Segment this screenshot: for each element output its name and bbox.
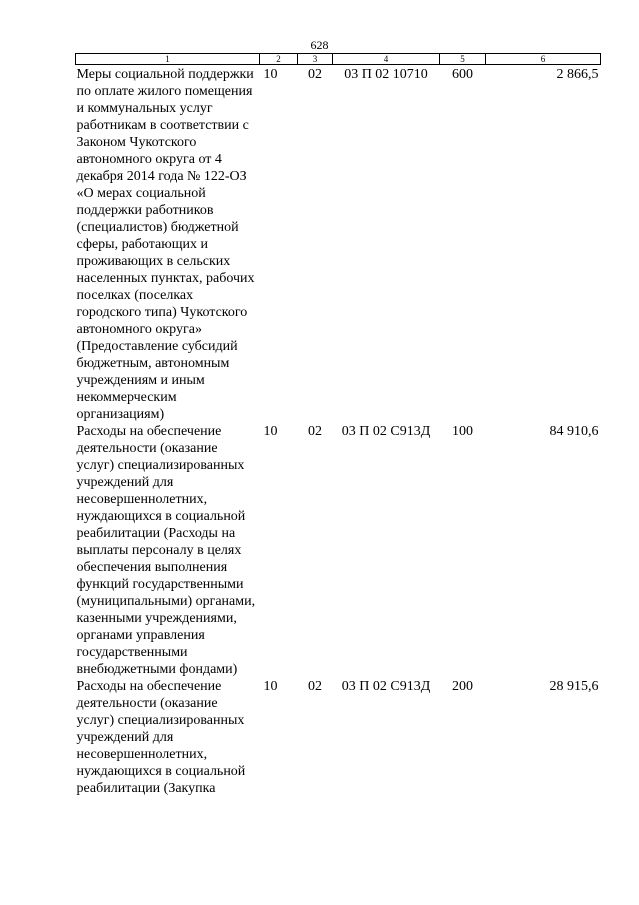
budget-table: [75, 53, 601, 797]
row-amount: 84 910,6: [549, 424, 599, 439]
row-subsection: 02: [308, 424, 322, 439]
row-name: Меры социальной поддержки по оплате жилого помещения и коммунальных услуг работникам в соответствии с Законом Чукотского автономного округа от 4 декабря 2014 года № 122-ОЗ «О мерах социальной поддержки работников (специалистов) бюджетной сферы, работающих и проживающих в сельских населенных пунктах, рабочих поселках (поселках городского типа) Чукотского автономного округа» (Предоставление субсидий бюджетным, автономным учреждениям и иным некоммерческим организациям): [76, 67, 255, 422]
row-expense-type: 200: [452, 679, 473, 694]
row-amount: 28 915,6: [549, 679, 599, 694]
row-name: Расходы на обеспечение деятельности (оказание услуг) специализированных учреждений для несовершеннолетних, нуждающихся в социальной реабилитации (Закупка: [76, 679, 246, 796]
row-subsection: 02: [308, 679, 322, 694]
header-col-3: 3: [298, 54, 333, 65]
row-expense-type: 600: [452, 67, 473, 82]
row-target-code: 03 П 02 С913Д: [341, 679, 431, 694]
row-expense-type: 100: [452, 424, 473, 439]
row-subsection: 02: [308, 67, 322, 82]
header-col-4: 4: [333, 54, 440, 65]
table-header-row: [76, 54, 601, 65]
table-row: [76, 65, 601, 424]
row-section: 10: [263, 67, 278, 82]
header-col-2: 2: [260, 54, 298, 65]
header-col-6: 6: [486, 54, 601, 65]
table-row: [76, 423, 601, 678]
row-target-code: 03 П 02 10710: [344, 67, 428, 82]
row-section: 10: [263, 679, 278, 694]
page-number: 628: [310, 38, 329, 52]
header-col-1: 1: [76, 54, 260, 65]
row-target-code: 03 П 02 С913Д: [341, 424, 431, 439]
row-amount: 2 866,5: [556, 67, 599, 82]
row-section: 10: [263, 424, 278, 439]
table-row: [76, 678, 601, 797]
header-col-5: 5: [440, 54, 486, 65]
row-name: Расходы на обеспечение деятельности (оказание услуг) специализированных учреждений для несовершеннолетних, нуждающихся в социальной реабилитации (Расходы на выплаты персоналу в целях обеспечения выполнения функций государственными (муниципальными) органами, казенными учреждениями, органами управления государственными внебюджетными фондами): [76, 424, 256, 677]
